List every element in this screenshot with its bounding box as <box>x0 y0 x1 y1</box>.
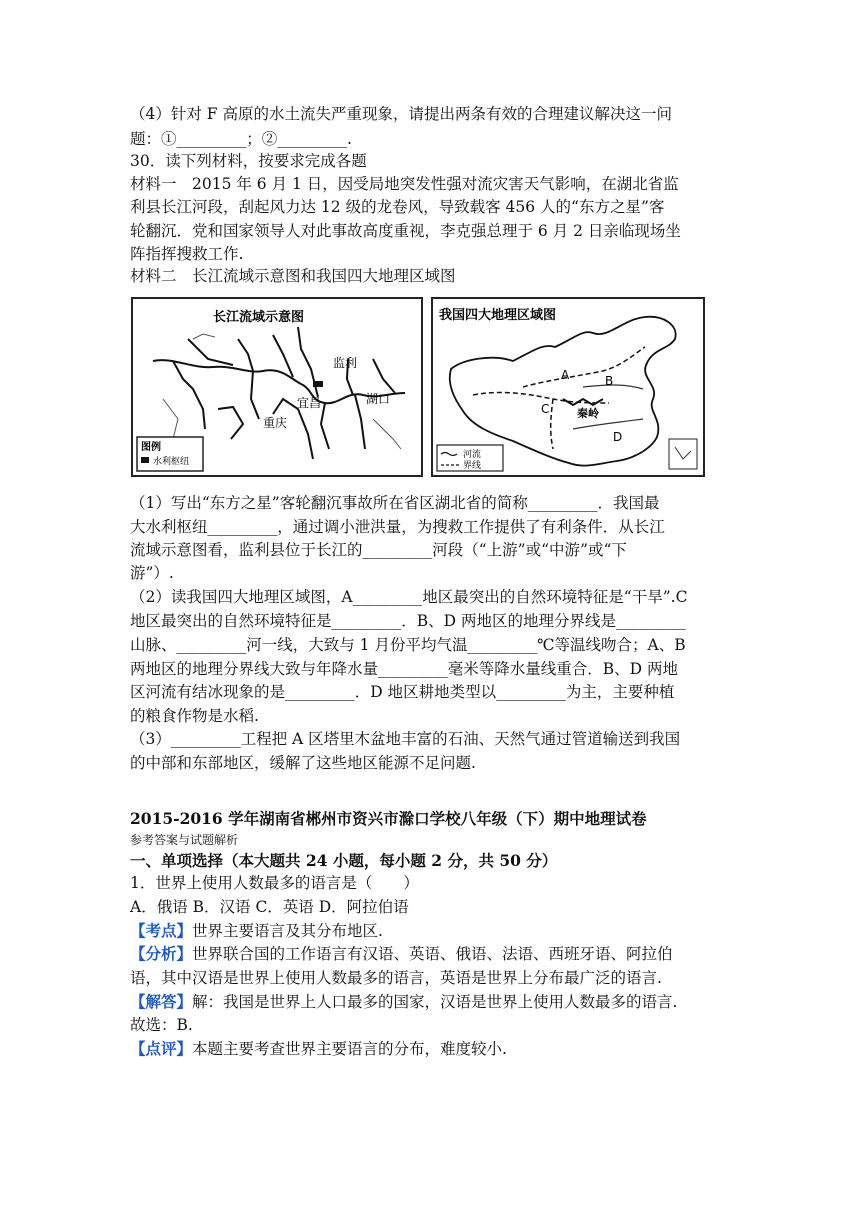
part2-line4: 两地区的地理分界线大致与年降水量_________毫米等降水量线重合．B、D 两地 <box>130 660 678 678</box>
hukou-label: 湖口 <box>366 392 391 406</box>
china-map-title: 我国四大地理区域图 <box>439 308 557 323</box>
answer-exam-title: 2015-2016 学年湖南省郴州市资兴市滁口学校八年级（下）期中地理试卷 <box>130 809 647 828</box>
part1-line2: 大水利枢纽_________，通过调小泄洪量，为搜救工作提供了有利条件．从长江 <box>130 518 665 536</box>
dianping-tag: 【点评】 <box>130 1039 193 1058</box>
material1-line2: 利县长江河段，刮起风力达 12 级的龙卷风，导致载客 456 人的“东方之星”客 <box>130 198 665 216</box>
yangtze-legend-item: 水利枢纽 <box>153 457 190 467</box>
part3-line1: （3）_________工程把 A 区塔里木盆地丰富的石油、天然气通过管道输送到我国 <box>130 730 681 748</box>
region-a-label: A <box>561 368 570 382</box>
part1-line1: （1）写出“东方之星”客轮翻沉事故所在省区湖北省的简称_________．我国最 <box>130 494 660 512</box>
jieda-row <box>130 991 677 1013</box>
material2-heading: 材料二 长江流域示意图和我国四大地理区域图 <box>130 267 456 285</box>
china-regions-map <box>431 297 705 477</box>
yangtze-map-title: 长江流域示意图 <box>213 310 305 325</box>
fenxi-text-2: 语，其中汉语是世界上使用人数最多的语言，英语是世界上分布最广泛的语言. <box>130 969 662 987</box>
material1-line3: 轮翻沉．党和国家领导人对此事故高度重视，李克强总理于 6 月 2 日亲临现场坐 <box>130 222 681 240</box>
answer-subtitle: 参考答案与试题解析 <box>130 833 239 847</box>
jianli-label: 监利 <box>333 356 358 370</box>
kaodian-row <box>130 920 383 942</box>
part1-line3: 流域示意图看，监利县位于长江的_________河段（“上游”或“中游”或“下 <box>130 541 627 559</box>
fenxi-tag: 【分析】 <box>130 944 193 963</box>
yangtze-legend-title: 图例 <box>141 442 161 453</box>
fenxi-row <box>130 943 673 965</box>
dam-legend-icon <box>141 457 149 463</box>
region-d-label: D <box>613 430 623 444</box>
q30-title: 30．读下列材料，按要求完成各题 <box>130 152 367 170</box>
yichang-label: 宜昌 <box>297 396 322 410</box>
jieda-text: 解：我国是世界上人口最多的国家，汉语是世界上使用人数最多的语言. <box>192 993 678 1011</box>
chongqing-label: 重庆 <box>263 416 288 430</box>
dianping-row <box>130 1038 507 1060</box>
region-c-label: C <box>541 402 550 416</box>
section-heading: 一、单项选择（本大题共 24 小题，每小题 2 分，共 50 分） <box>130 851 558 870</box>
q29-part4-line1: （4）针对 F 高原的水土流失严重现象，请提出两条有效的合理建议解决这一问 <box>130 105 672 123</box>
yangtze-map-drawing <box>133 299 421 475</box>
fenxi-text-1: 世界联合国的工作语言有汉语、英语、俄语、法语、西班牙语、阿拉伯 <box>192 945 673 963</box>
part2-line6: 的粮食作物是水稻. <box>130 707 259 725</box>
part3-line2: 的中部和东部地区，缓解了这些地区能源不足问题. <box>130 754 476 772</box>
qinling-label: 秦岭 <box>577 407 599 420</box>
q1-stem: 1．世界上使用人数最多的语言是（ ） <box>130 874 419 892</box>
dianping-text: 本题主要考查世界主要语言的分布，难度较小. <box>192 1040 507 1058</box>
part2-line5: 区河流有结冰现象的是_________．D 地区耕地类型以_________为主，主要种植 <box>130 683 675 701</box>
kaodian-text: 世界主要语言及其分布地区. <box>192 922 383 940</box>
region-b-label: B <box>605 374 614 388</box>
river-legend-label: 河流 <box>463 450 482 460</box>
part2-line1: （2）读我国四大地理区域图，A_________地区最突出的自然环境特征是“干旱”.C <box>130 588 688 606</box>
answer-choice: 故选：B. <box>130 1016 193 1034</box>
material1-line4: 阵指挥搜救工作. <box>130 245 244 263</box>
q1-options: A．俄语 B．汉语 C．英语 D．阿拉伯语 <box>130 898 409 916</box>
china-map-drawing <box>433 299 703 475</box>
part2-line3: 山脉、_________河一线，大致与 1 月份平均气温_________℃等温线吻合；A、B <box>130 636 686 654</box>
material1-line1: 材料一 2015 年 6 月 1 日，因受局地突发性强对流灾害天气影响，在湖北省监 <box>130 175 679 193</box>
dam-marker-icon <box>313 381 323 387</box>
jieda-tag: 【解答】 <box>130 992 193 1011</box>
kaodian-tag: 【考点】 <box>130 921 193 940</box>
boundary-legend-label: 界线 <box>463 461 482 471</box>
part2-line2: 地区最突出的自然环境特征是_________．B、D 两地区的地理分界线是_________ <box>130 612 686 630</box>
south-china-sea-inset <box>669 439 697 469</box>
yangtze-basin-map <box>131 297 423 477</box>
q29-part4-line2: 题：①_________；②_________. <box>130 130 352 148</box>
part1-line4: 游”）. <box>130 564 174 582</box>
